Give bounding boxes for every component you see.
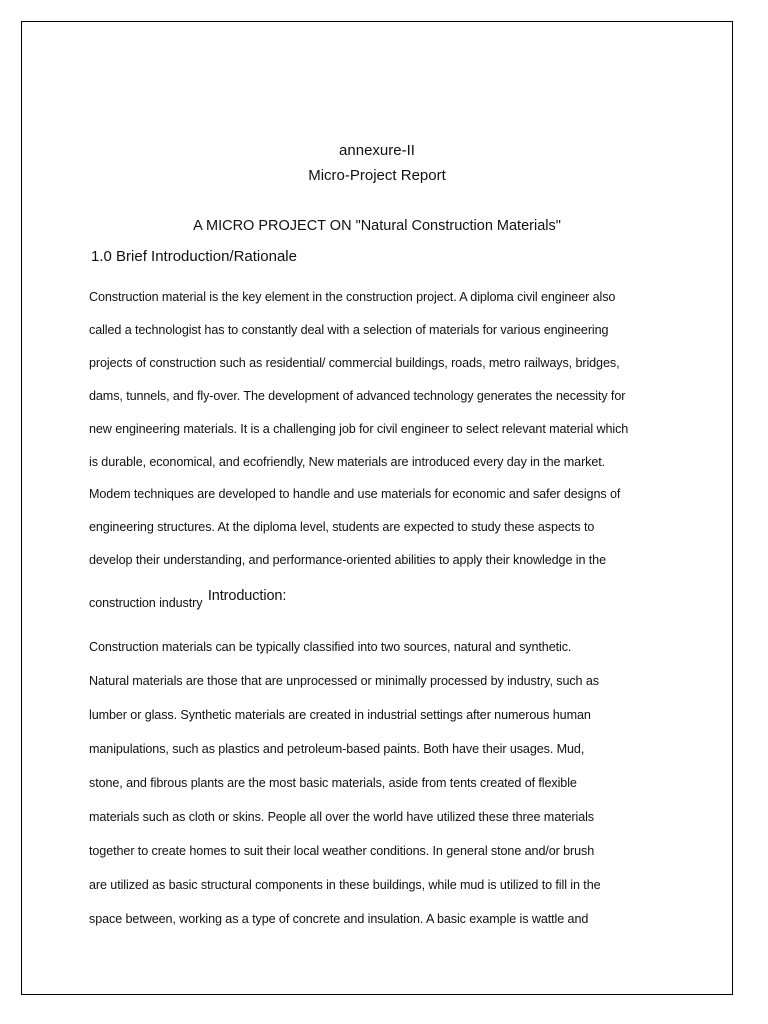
paragraph-line: new engineering materials. It is a challenging job for civil engineer to select relevant material which — [89, 422, 629, 436]
section-heading: 1.0 Brief Introduction/Rationale — [91, 248, 297, 265]
paragraph-line: together to create homes to suit their local weather conditions. In general stone and/or brush — [89, 844, 595, 858]
paragraph-line: Modem techniques are developed to handle and use materials for economic and safer designs of — [89, 487, 621, 501]
annexure-label: annexure-II — [339, 142, 415, 159]
document-page — [21, 21, 733, 995]
project-title: A MICRO PROJECT ON "Natural Construction Materials" — [193, 218, 561, 234]
paragraph-line: space between, working as a type of concrete and insulation. A basic example is wattle and — [89, 912, 589, 926]
paragraph-line: stone, and fibrous plants are the most basic materials, aside from tents created of flexible — [89, 776, 577, 790]
paragraph-line: engineering structures. At the diploma level, students are expected to study these aspects to — [89, 520, 595, 534]
report-title: Micro-Project Report — [308, 167, 446, 184]
paragraph-line-last — [89, 588, 287, 611]
paragraph-line: materials such as cloth or skins. People all over the world have utilized these three materials — [89, 810, 594, 824]
paragraph-line: called a technologist has to constantly deal with a selection of materials for various engineering — [89, 323, 609, 337]
paragraph-line: lumber or glass. Synthetic materials are created in industrial settings after numerous human — [89, 708, 591, 722]
paragraph-line: Construction material is the key element in the construction project. A diploma civil engineer also — [89, 290, 616, 304]
paragraph-line: develop their understanding, and performance-oriented abilities to apply their knowledge in the — [89, 553, 606, 567]
paragraph-line: projects of construction such as residential/ commercial buildings, roads, metro railways, bridges, — [89, 356, 620, 370]
paragraph-line: dams, tunnels, and fly-over. The development of advanced technology generates the necessity for — [89, 389, 626, 403]
paragraph-line: manipulations, such as plastics and petroleum-based paints. Both have their usages. Mud, — [89, 742, 585, 756]
introduction-heading: Introduction: — [207, 588, 287, 604]
last-line-text: construction industry — [89, 596, 203, 610]
paragraph-line: are utilized as basic structural components in these buildings, while mud is utilized to fill in the — [89, 878, 601, 892]
paragraph-line: Natural materials are those that are unprocessed or minimally processed by industry, such as — [89, 674, 599, 688]
paragraph-line: is durable, economical, and ecofriendly, New materials are introduced every day in the market. — [89, 455, 606, 469]
paragraph-line: Construction materials can be typically classified into two sources, natural and synthetic. — [89, 640, 572, 654]
